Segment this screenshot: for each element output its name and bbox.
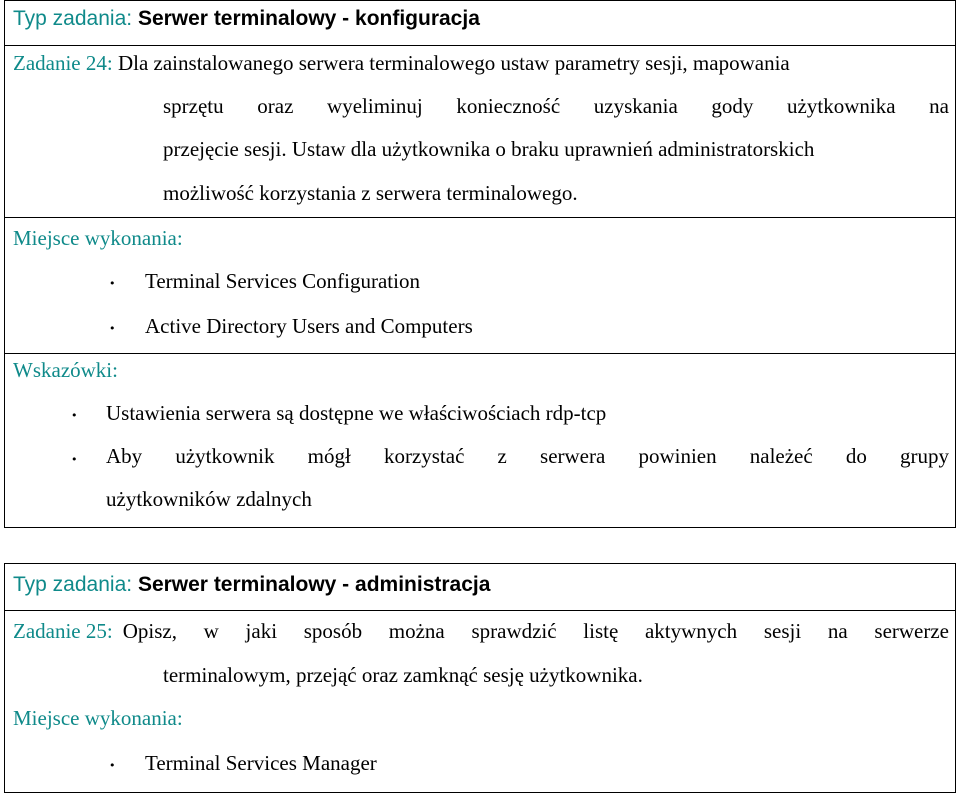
hint-2-text: Aby użytkownik mógł korzystać z serwera powinien należeć do grupy	[106, 444, 949, 468]
bullet-icon: •	[71, 409, 78, 422]
hint-2	[106, 444, 949, 469]
bullet-icon: •	[109, 322, 116, 335]
task-24-card	[4, 0, 956, 528]
bullet-icon: •	[109, 759, 116, 772]
task-24-line-1	[13, 51, 949, 76]
task-24-type-row	[5, 1, 955, 46]
bullet-icon: •	[71, 453, 78, 466]
task-24-line-2: sprzętu oraz wyeliminuj konieczność uzyskania gody użytkownika na	[163, 94, 949, 118]
task-25-type-row	[5, 564, 955, 611]
place-label: Miejsce wykonania:	[13, 706, 183, 730]
hints-label: Wskazówki:	[13, 358, 118, 382]
divider	[5, 353, 955, 354]
type-label: Typ zadania:	[13, 7, 133, 30]
hint-2-continued: użytkowników zdalnych	[106, 487, 312, 511]
task-25-type-heading	[13, 573, 490, 597]
divider	[5, 217, 955, 218]
task-text: Opisz, w jaki sposób można sprawdzić listę aktywnych sesji na serwerze	[122, 619, 949, 643]
place-label: Miejsce wykonania:	[13, 226, 183, 250]
task-24-type-heading	[13, 7, 480, 31]
place-item-1: Terminal Services Configuration	[145, 269, 420, 293]
task-24-line-4: możliwość korzystania z serwera terminalowego.	[163, 181, 578, 205]
bullet-icon: •	[109, 277, 116, 290]
task-24-line-3: przejęcie sesji. Ustaw dla użytkownika o braku uprawnień administratorskich	[163, 137, 815, 161]
task-label: Zadanie 25:	[13, 619, 113, 643]
task-25-card	[4, 563, 956, 793]
type-label: Typ zadania:	[13, 573, 133, 596]
type-value: Serwer terminalowy - konfiguracja	[137, 7, 480, 30]
task-25-line-2: terminalowym, przejąć oraz zamknąć sesję użytkownika.	[163, 663, 643, 687]
task-text: Dla zainstalowanego serwera terminalowego ustaw parametry sesji, mapowania	[117, 51, 790, 75]
hint-1: Ustawienia serwera są dostępne we właściwościach rdp-tcp	[106, 401, 607, 425]
task-label: Zadanie 24:	[13, 51, 113, 75]
task-25-line-1	[13, 619, 949, 644]
place-item-2: Active Directory Users and Computers	[145, 314, 473, 338]
type-value: Serwer terminalowy - administracja	[137, 573, 491, 596]
place-item-1: Terminal Services Manager	[145, 751, 377, 775]
